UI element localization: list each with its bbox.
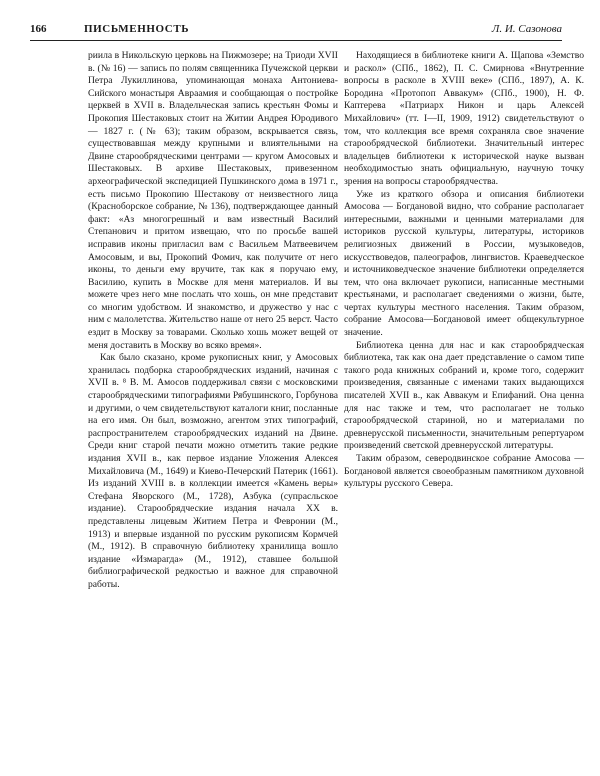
left-column [88, 50, 338, 592]
paragraph: риила в Никольскую церковь на Пижмозере; на Триоди XVII в. (№ 16) — запись по полям священника Пучежской церкви Петра Лукиллинова, упоминающая монаха Антониева-Сийского монастыря Авраамия и сообщающая о постройке церквей в XVII в. Владельческая запись крестьян Фомы и Прокопия Шестаковых стоит на Житии Андрея Юродивого — 1827 г. (№ 63); таким образом, вскрывается связь, существовавшая между крупными и влиятельными на Двине старообрядческими центрами — кругом Амосовых и Шестаковых. В архиве Шестаковых, привезенном археографической экспедицией Пушкинского дома в 1971 г., есть письмо Прокопию Шестакову от неизвестного лица (Красноборское собрание, № 136), подтверждающее данный факт: «Аз многогрешный и вам известный Василий Степанович и притом извещаю, что по просьбе вашей исправив иконы пригласил вам с Васильем Матвеевичем Амосовым, и вы, Прокопий Фомич, как получите от него иконы, то деньги ему вручите, так как я поручаю ему, Василию, купить в Москве для меня материалов. И вы можете чрез него мне послать что хошь, он мне представит со многим удобством. И знакомство, и дружество у нас с ним с малолетства. Жительство наше от него 25 верст. Часто ездит в Москву за товарами. Сколько хошь может вещей от меня доставить в Москву во всяко время». [88, 50, 338, 351]
paragraph: Как было сказано, кроме рукописных книг, у Амосовых хранилась подборка старообрядческих изданий, начиная с XVII в. ⁸ В. М. Амосов поддерживал связи с московскими старообрядческими типографиями Рябушинского, Горбунова и другими, о чем свидетельствуют каталоги книг, посланные на его имя. Он был, возможно, агентом этих типографий, распространителем старообрядческих изданий на Двине. Среди книг старой печати можно отметить такие редкие издания XVII в., как первое издание Уложения Алексея Михайловича (М., 1649) и Киево-Печерский Патерик (1661). Из изданий XVIII в. в коллекции имеется «Камень веры» Стефана Яворского (М., 1728), Азбука (супрасльское издание). Старообрядческие издания начала XX в. представлены лицевым Житием Петра и Февронии (М., 1913) и впервые изданной по русским рукописям Кормчей (М., 1912). В справочную библиотеку хранилища вошло издание «Измарагда» (М., 1912), ставшее большой библиографической редкостью и важное для справочной работы. [88, 352, 338, 590]
paragraph: Таким образом, северодвинское собрание Амосова — Богдановой является своеобразным памятником духовной культуры русского Севера. [344, 453, 584, 490]
right-column [344, 50, 584, 491]
header-rule [30, 40, 562, 41]
page-number: 166 [30, 23, 47, 35]
paragraph: Библиотека ценна для нас и как старообрядческая библиотека, так как она дает представление о самом типе такого рода книжных собраний и, кроме того, содержит произведения, связанные с именами таких выдающихся писателей XVII в., как Аввакум и Епифаний. Она ценна для нас также и тем, что располагает не только старообрядческой стариной, но и материалами по древнерусской письменности, значительным репертуаром произведений светской древнерусской литературы. [344, 339, 584, 452]
paragraph: Уже из краткого обзора и описания библиотеки Амосова — Богдановой видно, что собрание располагает интересными, важными и ценными материалами для историков русской культуры, литературы, историков религиозных движений в России, музыковедов, искусствоведов, палеографов, лингвистов. Краеведческое и источниковедческое значение библиотеки определяется тем, что она включает рукописи, написанные местными крестьянами, и располагает сведениями о жизни, быте, чертах культуры местного населения. Таким образом, собрание Амосова—Богдановой имеет общекультурное значение. [344, 188, 584, 339]
paragraph: Находящиеся в библиотеке книги А. Щапова «Земство и раскол» (СПб., 1862), П. С. Смирнова «Внутренние вопросы в расколе в XVIII веке» (СПб., 1897), А. К. Бородина «Протопоп Аввакум» (СПб., 1900), Н. Ф. Каптерева «Патриарх Никон и царь Алексей Михайлович» (тт. I—II, 1909, 1912) свидетельствуют о том, что коллекция все время сохраняла свое значение старообрядческой библиотеки. Значительный интерес владельцев библиотеки к исторической науке вызван необходимостью знать официальную, научную точку зрения на вопросы старообрядчества. [344, 50, 584, 187]
running-title: ПИСЬМЕННОСТЬ [84, 23, 190, 35]
running-author: Л. И. Сазонова [491, 23, 562, 35]
